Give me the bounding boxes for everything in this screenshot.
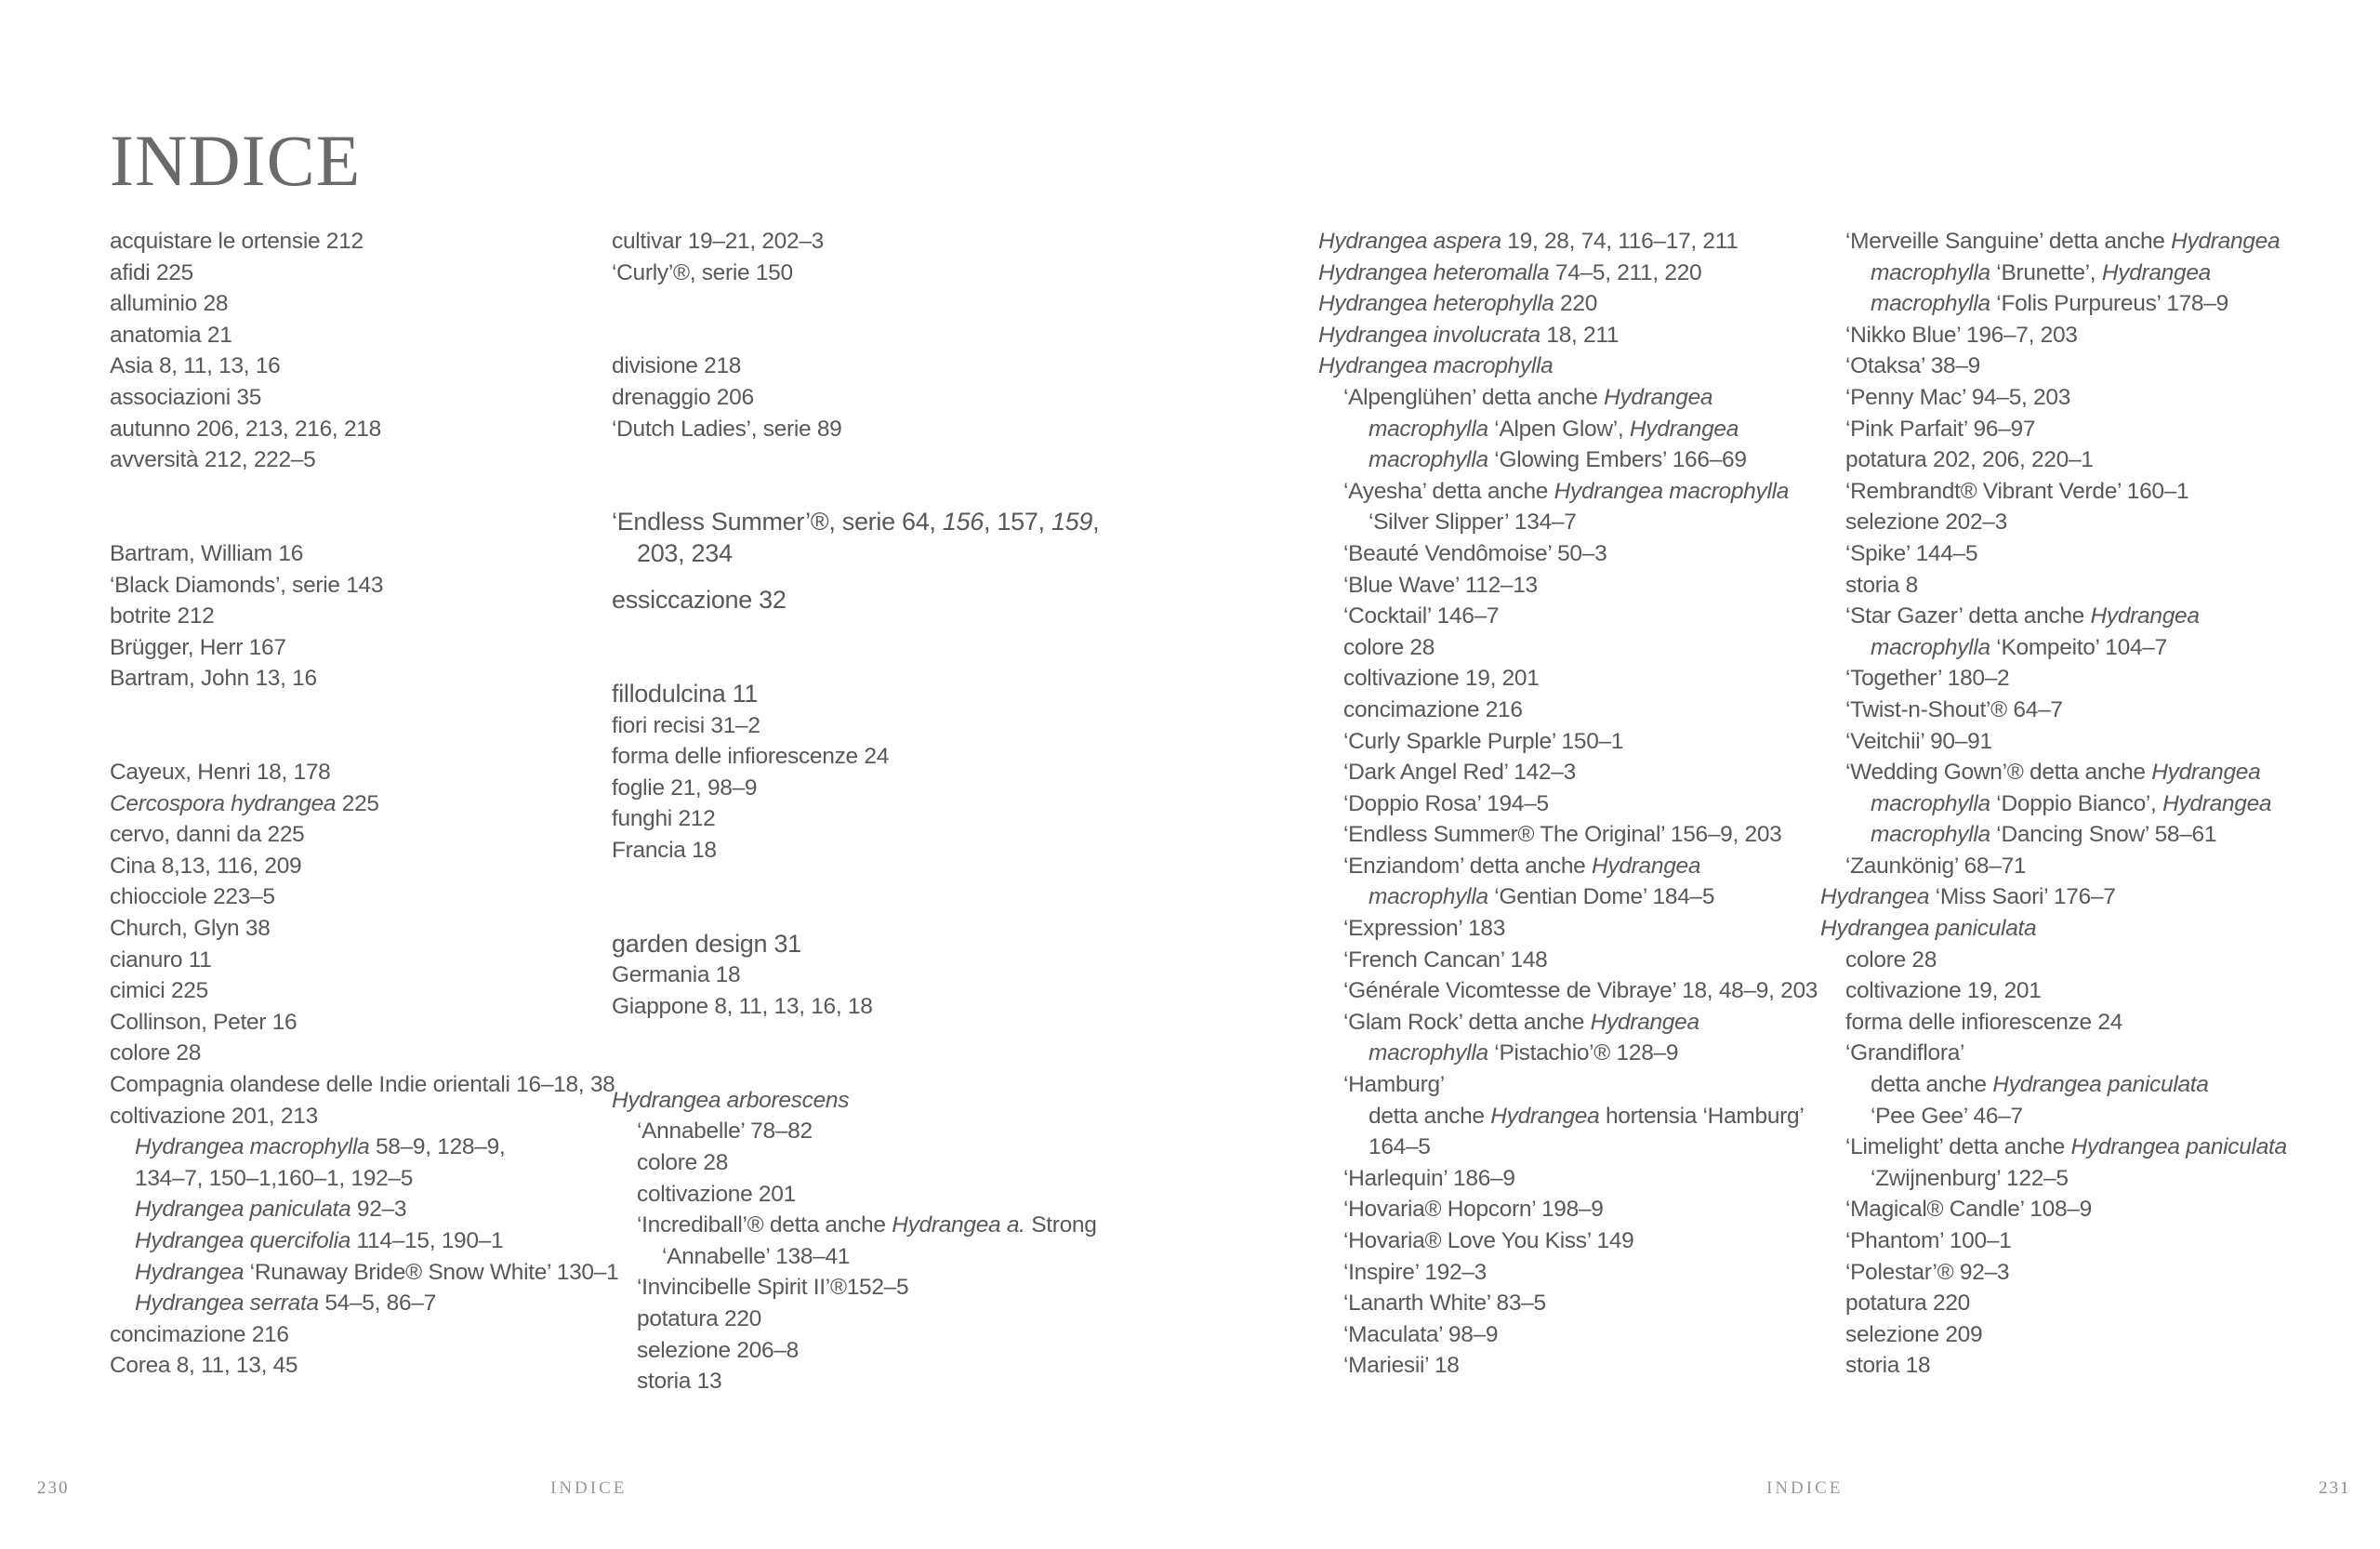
entry-text: 220 <box>1554 291 1598 317</box>
page-title: INDICE <box>110 120 362 201</box>
index-entry: garden design 31 <box>612 929 801 958</box>
section-gap <box>612 648 1099 680</box>
italic-text: Hydrangea serrata <box>135 1291 319 1317</box>
index-subentry: ‘Grandiflora’ <box>1845 1040 1965 1066</box>
index-subentry <box>1318 1101 1818 1132</box>
entry-text: ‘Limelight’ detta anche <box>1845 1134 2071 1160</box>
index-entry <box>1820 913 2287 945</box>
index-entry: Francia 18 <box>612 838 717 864</box>
entry-text: 74–5, 211, 220 <box>1549 259 1702 285</box>
entry-text: ‘Folis Purpureus’ 178–9 <box>1990 291 2228 317</box>
entry-text: 19, 28, 74, 116–17, 211 <box>1501 229 1739 254</box>
entry-text: 114–15, 190–1 <box>350 1228 504 1253</box>
entry-text: ‘Endless Summer’®, serie 64, <box>612 508 943 536</box>
index-subentry: potatura 220 <box>637 1305 761 1331</box>
index-subentry: 203, 234 <box>637 538 733 567</box>
italic-text: Hydrangea <box>2151 760 2261 786</box>
index-entry <box>1318 258 1818 289</box>
entry-text: , <box>1092 508 1100 536</box>
index-entry: Bartram, John 13, 16 <box>110 666 317 692</box>
index-subentry: ‘Otaksa’ 38–9 <box>1845 353 1981 379</box>
index-entry: associazioni 35 <box>110 384 262 410</box>
index-entry: anatomia 21 <box>110 322 232 348</box>
index-subentry <box>1820 632 2287 664</box>
index-subentry: ‘Penny Mac’ 94–5, 203 <box>1845 384 2071 410</box>
entry-text: ‘Incrediball’® detta anche <box>637 1212 892 1238</box>
index-entry: funghi 212 <box>612 806 716 832</box>
index-subentry <box>1820 1132 2287 1163</box>
index-entry: Giappone 8, 11, 13, 16, 18 <box>612 994 873 1020</box>
index-column-2 <box>612 226 1099 1397</box>
entry-text: ‘Brunette’, <box>1990 259 2102 285</box>
index-subentry: ‘Together’ 180–2 <box>1845 666 2010 692</box>
right-running-head: INDICE <box>1766 1478 1844 1498</box>
section-gap <box>612 570 1099 586</box>
entry-text: ‘Runaway Bride® Snow White’ 130–1 <box>244 1259 619 1285</box>
entry-text: ‘Gentian Dome’ 184–5 <box>1488 884 1715 910</box>
italic-text: macrophylla <box>1368 1040 1488 1066</box>
index-subentry: colore 28 <box>637 1150 729 1176</box>
italic-text: Hydrangea <box>1820 884 1930 910</box>
section-gap <box>612 1023 1099 1054</box>
italic-text: Hydrangea involucrata <box>1318 322 1540 348</box>
entry-text: detta anche <box>1368 1103 1491 1129</box>
index-entry: Germania 18 <box>612 962 741 988</box>
entry-text: ‘Kompeito’ 104–7 <box>1990 634 2167 660</box>
italic-text: Hydrangea a. <box>892 1212 1025 1238</box>
index-subentry <box>110 1225 618 1257</box>
index-subentry: ‘Hovaria® Love You Kiss’ 149 <box>1343 1228 1634 1253</box>
index-subentry: ‘French Cancan’ 148 <box>1343 947 1548 973</box>
index-subentry: ‘Curly Sparkle Purple’ 150–1 <box>1343 728 1624 754</box>
section-gap <box>612 897 1099 929</box>
section-gap <box>612 320 1099 351</box>
index-subentry: ‘Polestar’® 92–3 <box>1845 1259 2010 1285</box>
index-entry: Church, Glyn 38 <box>110 916 271 942</box>
index-entry <box>612 507 1099 538</box>
index-entry: coltivazione 201, 213 <box>110 1103 318 1129</box>
section-gap <box>612 616 1099 648</box>
index-entry: Cina 8,13, 116, 209 <box>110 853 302 879</box>
italic-text: Hydrangea macrophylla <box>135 1134 370 1160</box>
index-subentry: ‘Rembrandt® Vibrant Verde’ 160–1 <box>1845 478 2189 504</box>
index-entry: colore 28 <box>110 1040 202 1066</box>
entry-text: ‘Alpenglühen’ detta anche <box>1343 384 1605 410</box>
index-subentry: ‘Spike’ 144–5 <box>1845 540 1978 566</box>
index-column-4 <box>1820 226 2287 1382</box>
italic-text: Hydrangea quercifolia <box>135 1228 351 1253</box>
index-subentry <box>1820 819 2287 851</box>
italic-text: Hydrangea macrophylla <box>1318 353 1554 379</box>
index-entry: Bartram, William 16 <box>110 540 304 566</box>
index-subentry: colore 28 <box>1343 634 1435 660</box>
index-subentry <box>110 1132 618 1163</box>
index-entry: ‘Black Diamonds’, serie 143 <box>110 572 384 598</box>
italic-text: Hydrangea heteromalla <box>1318 259 1550 285</box>
entry-text: ‘Alpen Glow’, <box>1488 416 1630 442</box>
index-subentry: ‘Lanarth White’ 83–5 <box>1343 1291 1546 1317</box>
entry-text: ‘Glam Rock’ detta anche <box>1343 1009 1591 1035</box>
italic-text: Hydrangea <box>2171 229 2281 254</box>
index-subentry: ‘Dark Angel Red’ 142–3 <box>1343 760 1576 786</box>
index-subentry: ‘Pee Gee’ 46–7 <box>1871 1103 2023 1129</box>
index-subentry <box>1820 757 2287 788</box>
italic-text: 156 <box>942 508 984 536</box>
index-subentry: ‘Nikko Blue’ 196–7, 203 <box>1845 322 2078 348</box>
italic-text: Hydrangea <box>2162 790 2272 816</box>
entry-text: ‘Ayesha’ detta anche <box>1343 478 1554 504</box>
index-subentry: ‘Twist-n-Shout’® 64–7 <box>1845 696 2063 722</box>
entry-text: 54–5, 86–7 <box>318 1291 436 1317</box>
index-subentry: ‘Annabelle’ 138–41 <box>662 1243 851 1269</box>
index-subentry: ‘Zaunkönig’ 68–71 <box>1845 853 2027 879</box>
index-subentry <box>1318 1007 1818 1039</box>
index-subentry <box>1318 414 1818 445</box>
entry-text: 92–3 <box>350 1197 407 1223</box>
index-entry: fiori recisi 31–2 <box>612 712 760 738</box>
index-subentry: selezione 202–3 <box>1845 510 2007 536</box>
index-entry: Asia 8, 11, 13, 16 <box>110 353 281 379</box>
italic-text: Cercospora hydrangea <box>110 790 337 816</box>
index-entry: fillodulcina 11 <box>612 680 759 708</box>
index-subentry: ‘Blue Wave’ 112–13 <box>1343 572 1538 598</box>
index-entry: afidi 225 <box>110 259 193 285</box>
entry-text: ‘Miss Saori’ 176–7 <box>1929 884 2116 910</box>
entry-text: ‘Merveille Sanguine’ detta anche <box>1845 229 2172 254</box>
entry-text: ‘Star Gazer’ detta anche <box>1845 603 2091 629</box>
index-subentry: ‘Zwijnenburg’ 122–5 <box>1871 1165 2069 1191</box>
entry-text: ‘Enziandom’ detta anche <box>1343 853 1593 879</box>
index-entry: foglie 21, 98–9 <box>612 774 758 801</box>
index-subentry: ‘Hamburg’ <box>1343 1072 1445 1098</box>
italic-text: Hydrangea paniculata <box>1820 916 2037 942</box>
italic-text: Hydrangea aspera <box>1318 229 1501 254</box>
italic-text: Hydrangea arborescens <box>612 1087 850 1113</box>
index-entry: chiocciole 223–5 <box>110 884 275 910</box>
right-page-number: 231 <box>2319 1478 2351 1498</box>
index-subentry: storia 13 <box>637 1369 722 1395</box>
index-subentry <box>1820 226 2287 258</box>
index-subentry: ‘Beauté Vendômoise’ 50–3 <box>1343 540 1607 566</box>
entry-text: ‘Pistachio’® 128–9 <box>1488 1040 1679 1066</box>
index-entry: ‘Dutch Ladies’, serie 89 <box>612 416 842 442</box>
italic-text: Hydrangea paniculata <box>135 1197 351 1223</box>
entry-text: 58–9, 128–9, <box>369 1134 506 1160</box>
italic-text: Hydrangea <box>1590 1009 1699 1035</box>
index-subentry: ‘Générale Vicomtesse de Vibraye’ 18, 48–9, 203 <box>1343 978 1818 1004</box>
italic-text: Hydrangea <box>2090 603 2200 629</box>
index-subentry: 134–7, 150–1,160–1, 192–5 <box>135 1165 414 1191</box>
left-page-number: 230 <box>37 1478 70 1498</box>
italic-text: Hydrangea <box>1592 853 1701 879</box>
index-entry <box>1318 226 1818 258</box>
italic-text: macrophylla <box>1368 447 1488 473</box>
index-entry: forma delle infiorescenze 24 <box>612 744 890 770</box>
index-entry: avversità 212, 222–5 <box>110 447 316 473</box>
italic-text: Hydrangea <box>2101 259 2211 285</box>
entry-text: , 157, <box>983 508 1051 536</box>
index-entry: ‘Curly’®, serie 150 <box>612 259 793 285</box>
entry-text: ‘Glowing Embers’ 166–69 <box>1488 447 1747 473</box>
index-entry: essiccazione 32 <box>612 586 787 615</box>
index-entry: acquistare le ortensie 212 <box>110 229 364 254</box>
italic-text: Hydrangea <box>1604 384 1713 410</box>
entry-text: detta anche <box>1871 1072 1993 1098</box>
index-entry <box>1820 881 2287 913</box>
italic-text: macrophylla <box>1871 291 1990 317</box>
index-column-1 <box>110 226 618 1382</box>
index-subentry: coltivazione 201 <box>637 1181 796 1207</box>
index-subentry: selezione 209 <box>1845 1321 1983 1347</box>
index-subentry: ‘Magical® Candle’ 108–9 <box>1845 1197 2092 1223</box>
italic-text: macrophylla <box>1368 416 1488 442</box>
index-subentry: ‘Invincibelle Spirit II’®152–5 <box>637 1275 909 1301</box>
entry-text: ‘Doppio Bianco’, <box>1990 790 2163 816</box>
index-subentry: ‘Annabelle’ 78–82 <box>637 1119 813 1145</box>
index-subentry <box>1318 851 1818 882</box>
italic-text: Hydrangea macrophylla <box>1554 478 1790 504</box>
index-entry <box>612 1085 1099 1117</box>
index-subentry: ‘Harlequin’ 186–9 <box>1343 1165 1515 1191</box>
index-subentry <box>110 1194 618 1225</box>
italic-text: 159 <box>1051 508 1093 536</box>
index-subentry <box>110 1288 618 1319</box>
index-subentry: ‘Pink Parfait’ 96–97 <box>1845 416 2036 442</box>
index-entry: Cayeux, Henri 18, 178 <box>110 760 331 786</box>
index-subentry: coltivazione 19, 201 <box>1343 666 1540 692</box>
italic-text: Hydrangea <box>1629 416 1739 442</box>
index-subentry: ‘Expression’ 183 <box>1343 916 1506 942</box>
index-subentry: ‘Silver Slipper’ 134–7 <box>1368 510 1577 536</box>
section-gap <box>110 507 618 538</box>
index-subentry: storia 8 <box>1845 572 1918 598</box>
left-running-head: INDICE <box>550 1478 628 1498</box>
index-entry: Corea 8, 11, 13, 45 <box>110 1353 298 1379</box>
index-subentry <box>1820 1069 2287 1101</box>
index-subentry: ‘Cocktail’ 146–7 <box>1343 603 1500 629</box>
italic-text: Hydrangea <box>135 1259 245 1285</box>
italic-text: macrophylla <box>1871 790 1990 816</box>
italic-text: macrophylla <box>1871 634 1990 660</box>
index-subentry <box>1318 881 1818 913</box>
index-subentry <box>1820 788 2287 820</box>
index-subentry <box>1318 476 1818 508</box>
italic-text: macrophylla <box>1871 259 1990 285</box>
index-entry: cianuro 11 <box>110 947 212 973</box>
index-column-3 <box>1318 226 1818 1382</box>
italic-text: Hydrangea <box>1490 1103 1600 1129</box>
italic-text: Hydrangea heterophylla <box>1318 291 1554 317</box>
entry-text: 18, 211 <box>1540 322 1620 348</box>
index-entry: autunno 206, 213, 216, 218 <box>110 416 381 442</box>
index-subentry: ‘Mariesii’ 18 <box>1343 1353 1460 1379</box>
index-subentry: ‘Phantom’ 100–1 <box>1845 1228 2012 1253</box>
section-gap <box>110 695 618 726</box>
index-entry: cultivar 19–21, 202–3 <box>612 229 824 254</box>
section-gap <box>110 726 618 758</box>
index-subentry: ‘Endless Summer® The Original’ 156–9, 203 <box>1343 822 1782 848</box>
italic-text: macrophylla <box>1871 822 1990 848</box>
entry-text: ‘Wedding Gown’® detta anche <box>1845 760 2152 786</box>
index-subentry: ‘Doppio Rosa’ 194–5 <box>1343 790 1549 816</box>
entry-text: ‘Dancing Snow’ 58–61 <box>1990 822 2217 848</box>
index-subentry <box>612 1210 1099 1241</box>
index-subentry: potatura 220 <box>1845 1291 1970 1317</box>
index-entry: botrite 212 <box>110 603 215 629</box>
index-subentry: ‘Inspire’ 192–3 <box>1343 1259 1487 1285</box>
index-subentry: selezione 206–8 <box>637 1337 799 1363</box>
index-subentry <box>1820 601 2287 632</box>
index-entry: cervo, danni da 225 <box>110 822 305 848</box>
section-gap <box>612 867 1099 898</box>
index-subentry <box>1318 444 1818 476</box>
index-subentry <box>1820 258 2287 289</box>
index-subentry: ‘Hovaria® Hopcorn’ 198–9 <box>1343 1197 1604 1223</box>
index-entry: alluminio 28 <box>110 291 229 317</box>
index-entry: Collinson, Peter 16 <box>110 1009 298 1035</box>
index-subentry <box>1820 288 2287 320</box>
index-entry <box>110 788 618 820</box>
index-subentry: ‘Maculata’ 98–9 <box>1343 1321 1499 1347</box>
entry-text: 225 <box>336 790 379 816</box>
index-subentry: forma delle infiorescenze 24 <box>1845 1009 2123 1035</box>
index-subentry: potatura 202, 206, 220–1 <box>1845 447 2094 473</box>
index-subentry: coltivazione 19, 201 <box>1845 978 2042 1004</box>
index-subentry <box>1318 1038 1818 1069</box>
index-subentry: storia 18 <box>1845 1353 1931 1379</box>
index-entry: cimici 225 <box>110 978 208 1004</box>
section-gap <box>612 1053 1099 1085</box>
index-entry <box>1318 320 1818 351</box>
entry-text: hortensia ‘Hamburg’ <box>1599 1103 1805 1129</box>
italic-text: Hydrangea paniculata <box>2070 1134 2287 1160</box>
section-gap <box>612 444 1099 476</box>
index-subentry <box>110 1257 618 1289</box>
entry-text: Strong <box>1025 1212 1097 1238</box>
index-entry: Compagnia olandese delle Indie orientali 16–18, 38 <box>110 1072 615 1098</box>
index-entry <box>1318 351 1818 382</box>
index-entry: concimazione 216 <box>110 1321 289 1347</box>
section-gap <box>612 476 1099 508</box>
index-entry: divisione 218 <box>612 353 742 379</box>
italic-text: macrophylla <box>1368 884 1488 910</box>
index-subentry: colore 28 <box>1845 947 1937 973</box>
index-entry: Brügger, Herr 167 <box>110 634 286 660</box>
italic-text: Hydrangea paniculata <box>1992 1072 2209 1098</box>
section-gap <box>110 476 618 508</box>
index-subentry: 164–5 <box>1368 1134 1431 1160</box>
index-subentry: concimazione 216 <box>1343 696 1523 722</box>
section-gap <box>612 288 1099 320</box>
index-entry <box>1318 288 1818 320</box>
index-entry: drenaggio 206 <box>612 384 754 410</box>
index-subentry <box>1318 382 1818 414</box>
index-subentry: ‘Veitchii’ 90–91 <box>1845 728 1992 754</box>
